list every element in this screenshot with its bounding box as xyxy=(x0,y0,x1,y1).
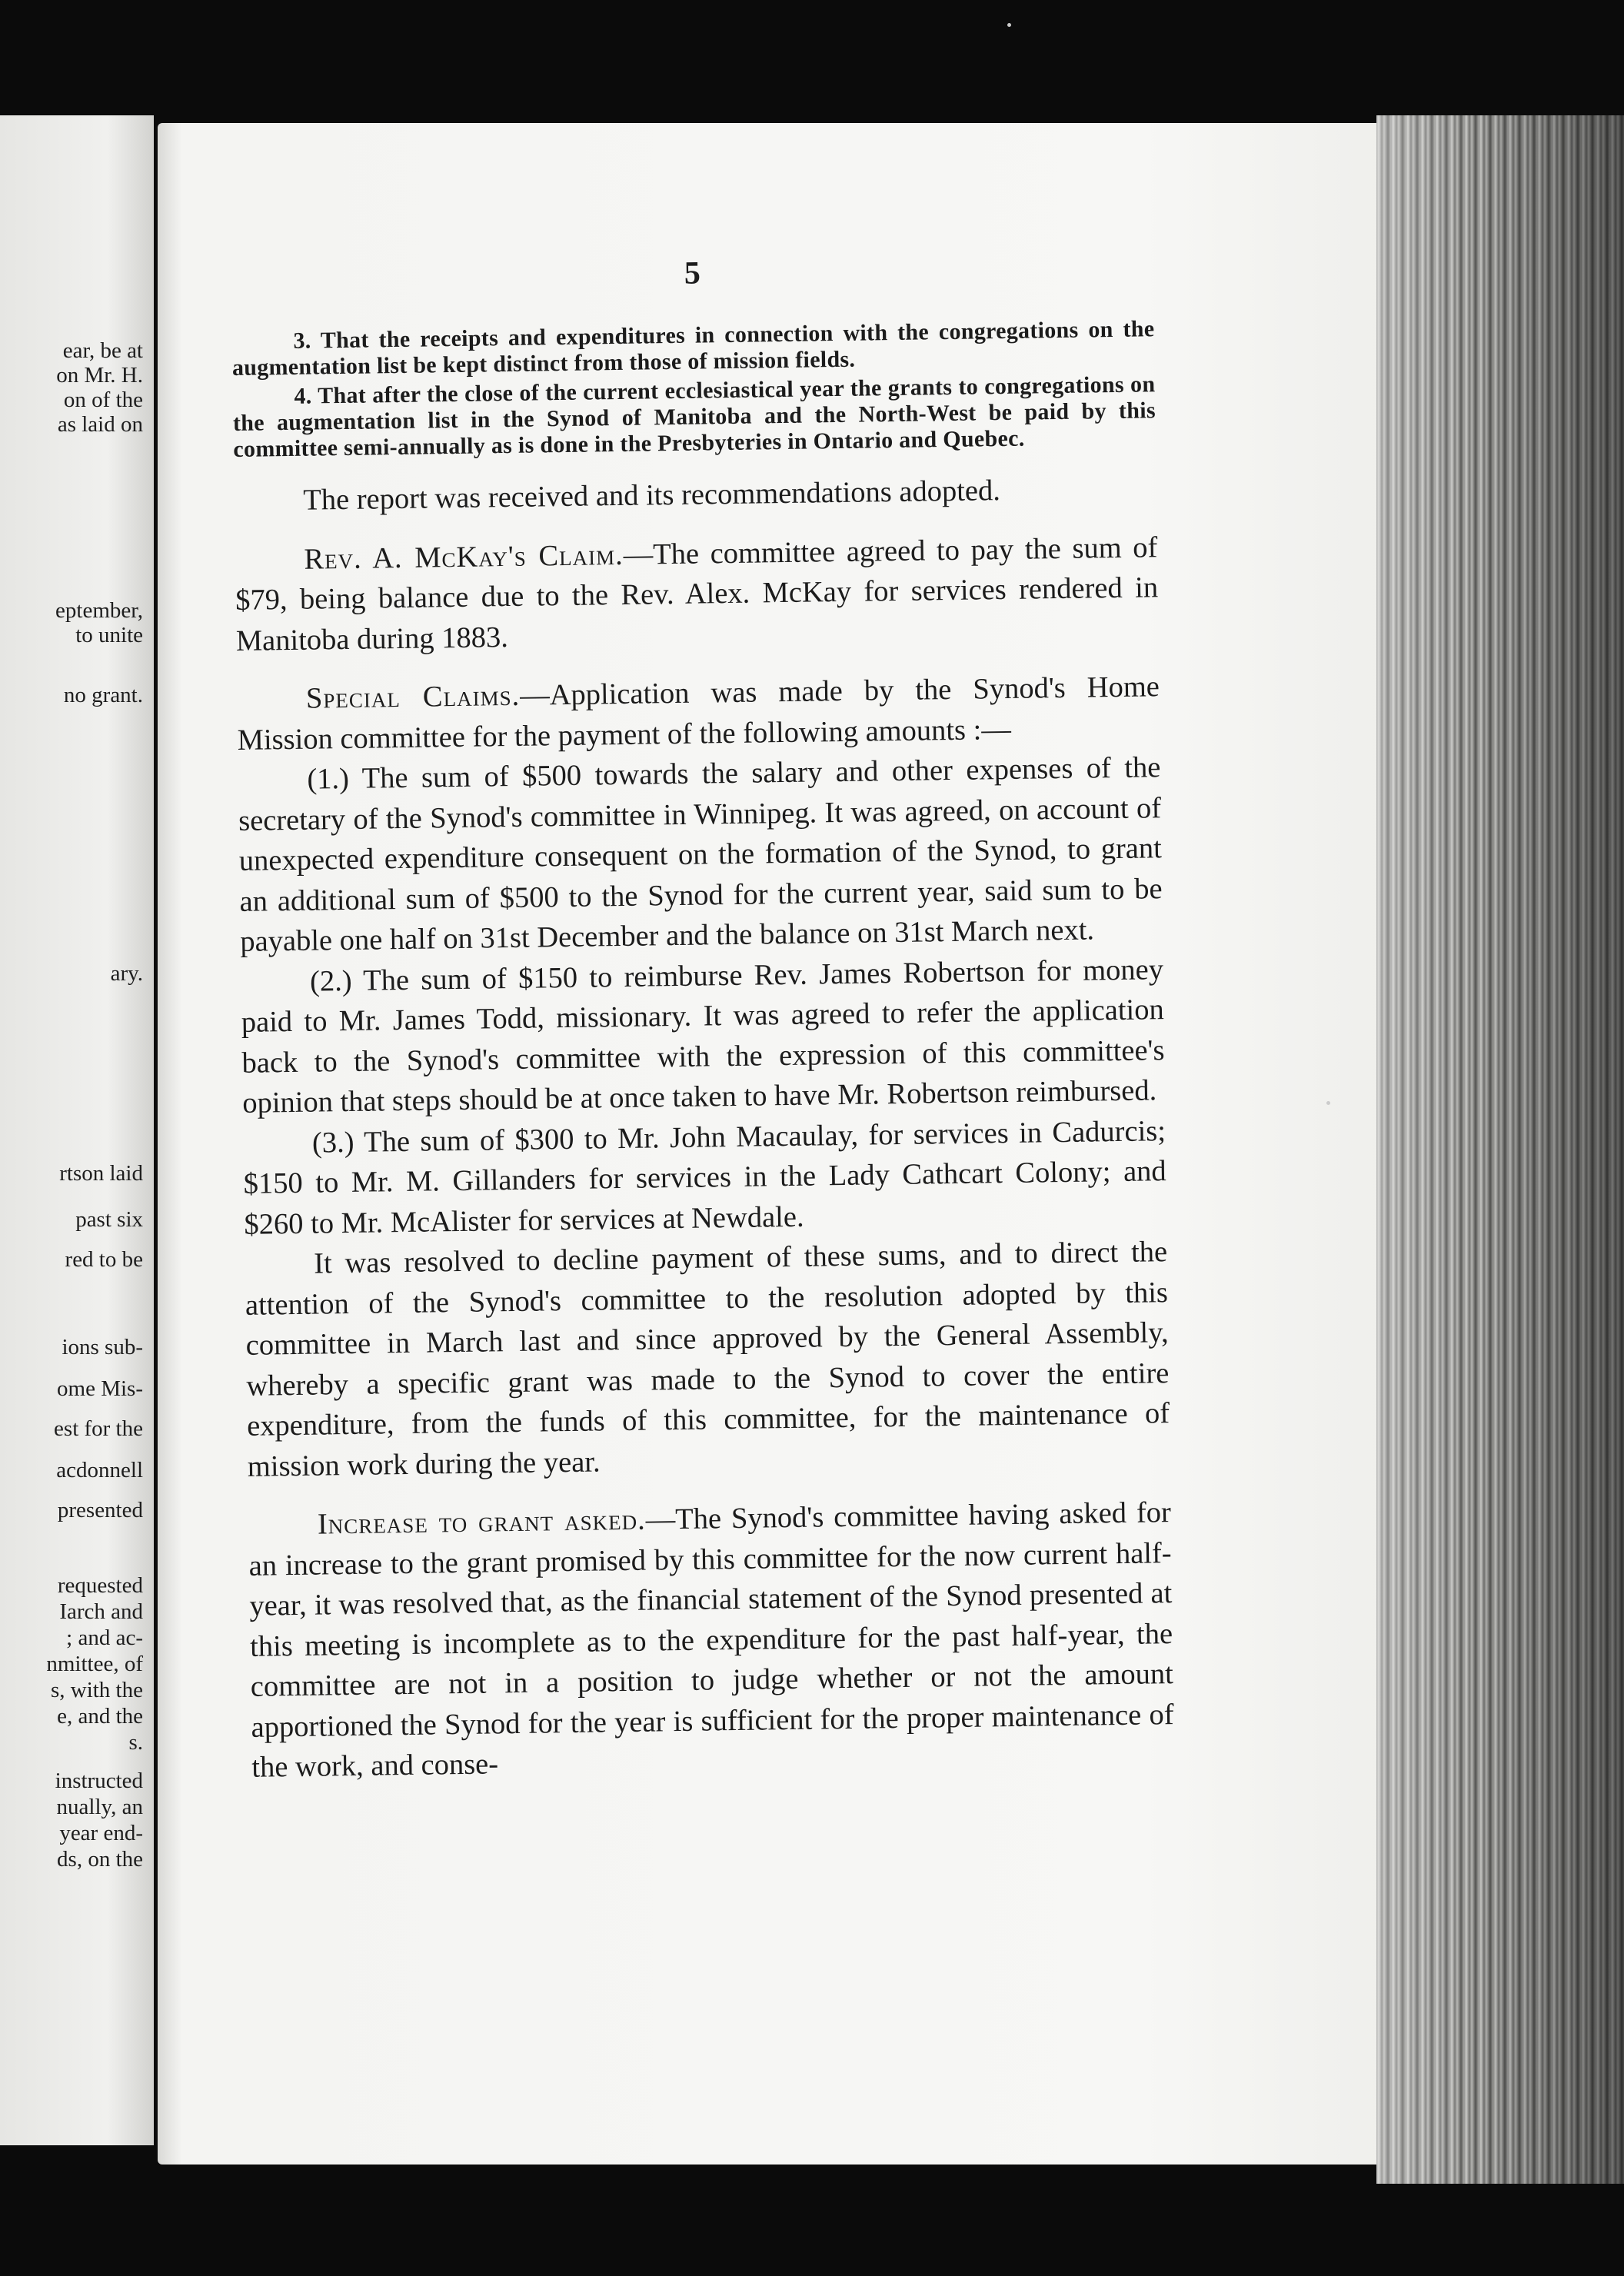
left-page-text-fragment: ear, be at xyxy=(62,338,143,363)
left-page-text-fragment: year end- xyxy=(59,1821,143,1845)
left-page-text-fragment: e, and the xyxy=(57,1704,143,1729)
left-page-text-fragment: presented xyxy=(57,1498,143,1522)
left-page-text-fragment: acdonnell xyxy=(56,1458,143,1482)
claim-2-paragraph: (2.) The sum of $150 to reimburse Rev. James Robertson for money paid to Mr. James Todd, missionary. It was agreed to refer the application back to the Synod's committee with the expression of this committee's opinion that steps should be at once taken to have Mr. Robertson reimbursed. xyxy=(241,953,1165,1120)
recommendation-4: 4. That after the close of the current ecclesiastical year the grants to congregations on the augmentation list in the Synod of Manitoba and the North-West be paid by this committee semi-annually as is done in the Presbyteries in Ontario and Quebec. xyxy=(232,371,1156,462)
left-page-text-fragment: ions sub- xyxy=(62,1335,143,1359)
left-page-text-fragment: nually, an xyxy=(56,1795,143,1819)
left-page xyxy=(0,115,154,2145)
left-page-text-fragment: on of the xyxy=(63,388,143,412)
resolution-paragraph: It was resolved to decline payment of these sums, and to direct the attention of the Synod's committee to the resolution adopted by this committee in March last and since approved by the General Assembly, whereby a specific grant was made to the Synod to cover the entire expenditure, from the funds of this committee, for the maintenance of mission work during the year. xyxy=(245,1236,1170,1483)
left-page-text-fragment: rtson laid xyxy=(59,1161,143,1186)
page-number: 5 xyxy=(684,255,701,291)
recommendation-3: 3. That the receipts and expenditures in connection with the congregations on the augmentation list be kept distinct from those of mission fields. xyxy=(231,316,1155,381)
claim-3-paragraph: (3.) The sum of $300 to Mr. John Macaulay, for services in Cadurcis; $150 to Mr. M. Gillanders for services in the Lady Cathcart Colony; and $260 to Mr. McAlister for services at Newdale. xyxy=(243,1114,1166,1241)
speck xyxy=(1326,1101,1330,1105)
left-page-text-fragment: no grant. xyxy=(63,683,143,707)
left-page-text-fragment: ome Mis- xyxy=(57,1376,143,1401)
increase-grant-paragraph xyxy=(248,1492,1175,1788)
mckay-claim-paragraph xyxy=(235,527,1159,661)
left-page-text-fragment: red to be xyxy=(65,1247,143,1272)
left-page-text-fragment: nmittee, of xyxy=(46,1652,143,1676)
increase-grant-heading: Increase to grant asked. xyxy=(317,1503,646,1541)
left-page-text-fragment: ary. xyxy=(110,961,143,986)
left-page-text-fragment: Iarch and xyxy=(59,1599,143,1624)
left-page-text-fragment: as laid on xyxy=(57,412,143,437)
special-claims-heading: Special Claims. xyxy=(305,679,521,715)
claim-1-paragraph: (1.) The sum of $500 towards the salary and other expenses of the secretary of the Synod's committee in Winnipeg. It was agreed, on account of unexpected expenditure consequent on the formation of the Synod, to grant an additional sum of $500 to the Synod for the current year, said sum to be payable one half on 31st December and the balance on 31st March next. xyxy=(238,751,1163,958)
left-page-text-fragment: ds, on the xyxy=(57,1847,143,1872)
speck xyxy=(1007,23,1011,27)
special-claims-text: —Application was made by the Synod's Home Mission committee for the payment of the following amounts :— xyxy=(237,670,1160,757)
left-page-text-fragment: requested xyxy=(57,1573,143,1598)
report-adopted-paragraph: The report was received and its recommendations adopted. xyxy=(303,474,1001,517)
left-page-text-fragment: instructed xyxy=(55,1769,143,1793)
mckay-claim-heading: Rev. A. McKay's Claim. xyxy=(304,538,624,576)
page-content xyxy=(231,248,1175,1788)
left-page-text-fragment: ; and ac- xyxy=(66,1625,143,1650)
special-claims-paragraph xyxy=(237,667,1160,760)
left-page-text-fragment: s. xyxy=(128,1730,143,1755)
mckay-claim-text: —The committee agreed to pay the sum of $79, being balance due to the Rev. Alex. McKay for services rendered in Manitoba during 1883. xyxy=(235,531,1159,657)
left-page-text-fragment: past six xyxy=(75,1207,143,1232)
left-page-text-fragment: on Mr. H. xyxy=(56,363,143,388)
left-page-text-fragment: s, with the xyxy=(50,1678,143,1702)
book-page-edges xyxy=(1376,115,1624,2184)
increase-grant-text: —The Synod's committee having asked for an increase to the grant promised by this committee for the now current half-year, it was resolved that, as the financial statement of the Synod presented at this meeting is incomplete as to the expenditure for the past half-year, the committee are not in a position to judge whether or not the amount apportioned the Synod for the year is sufficient for the proper maintenance of the work, and conse- xyxy=(248,1496,1174,1784)
left-page-text-fragment: eptember, xyxy=(55,598,143,623)
left-page-text-fragment: to unite xyxy=(75,623,143,647)
left-page-text-fragment: est for the xyxy=(54,1416,143,1441)
